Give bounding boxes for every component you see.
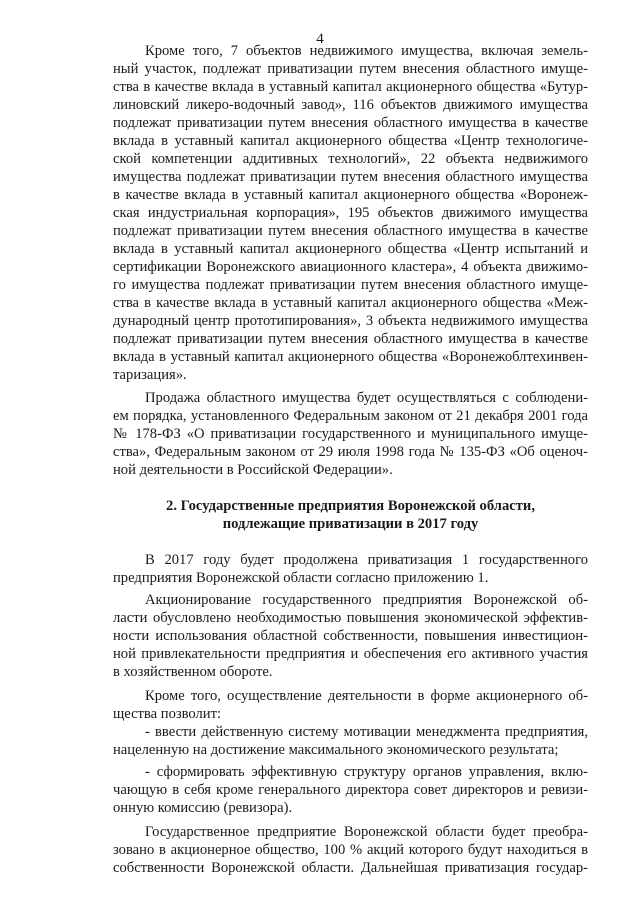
paragraph-4-line: ной привлекательности предприятия и обеспечения его активного участия [113,646,588,662]
paragraph-1-line: сертификации Воронежского авиационного кластера», 4 объекта движимо- [113,259,588,275]
paragraph-1-line: вклада в уставный капитал акционерного общества «Центр испытаний и [113,241,588,257]
paragraph-1-line: вклада в уставный капитал акционерного общества «Воронежоблтехинвен- [113,349,588,365]
paragraph-1-line: подлежат приватизации путем внесения областного имущества в качестве [113,223,588,239]
section-heading: подлежащие приватизации в 2017 году [222,516,479,532]
paragraph-2-line: Продажа областного имущества будет осуществляться с соблюдени- [145,390,588,406]
paragraph-2-line: № 178-ФЗ «О приватизации государственного и муниципального имуще- [113,426,588,442]
bullet-item-line: чающую в себя кроме генерального директора совет директоров и ревизи- [113,782,588,798]
paragraph-1-line: подлежат приватизации путем внесения областного имущества в качестве [113,331,588,347]
page-number: 4 [316,31,324,47]
paragraph-1-line: ской компетенции аддитивных технологий», 22 объекта недвижимого [113,151,588,167]
paragraph-4-line: в хозяйственном обороте. [113,664,273,680]
paragraph-4-line: ности использования областной собственности, повышения инвестицион- [113,628,588,644]
paragraph-1-line: ный участок, подлежат приватизации путем внесения областного имуще- [113,61,588,77]
paragraph-1-line: Кроме того, 7 объектов недвижимого имущества, включая земель- [145,43,588,59]
bullet-item-line: онную комиссию (ревизора). [113,800,293,816]
paragraph-1-line: линовский ликеро-водочный завод», 116 объектов движимого имущества [113,97,588,113]
paragraph-3-line: предприятия Воронежской области согласно приложению 1. [113,570,489,586]
paragraph-1-line: ская индустриальная корпорация», 195 объектов движимого имущества [113,205,588,221]
paragraph-1-line: имущества подлежат приватизации путем внесения областного имущества [113,169,588,185]
paragraph-5-line: Кроме того, осуществление деятельности в форме акционерного об- [145,688,588,704]
paragraph-1-line: го имущества подлежат приватизации путем внесения областного имуще- [113,277,588,293]
paragraph-4-line: Акционирование государственного предприятия Воронежской об- [145,592,588,608]
paragraph-1-line: в качестве вклада в уставный капитал акционерного общества «Воронеж- [113,187,588,203]
paragraph-6-line: Государственное предприятие Воронежской области будет преобра- [145,824,588,840]
section-heading: 2. Государственные предприятия Воронежской области, [166,498,535,514]
bullet-item-line: - сформировать эффективную структуру органов управления, вклю- [145,764,588,780]
paragraph-2-line: ства», Федеральным законом от 29 июля 1998 года № 135-ФЗ «Об оценоч- [113,444,588,460]
paragraph-2-line: ем порядка, установленного Федеральным законом от 21 декабря 2001 года [113,408,588,424]
paragraph-1-line: вклада в уставный капитал акционерного общества «Центр технологиче- [113,133,588,149]
paragraph-1-line: дународный центр прототипирования», 3 объекта недвижимого имущества [113,313,588,329]
paragraph-6-line: зовано в акционерное общество, 100 % акций которого будут находиться в [113,842,588,858]
paragraph-2-line: ной деятельности в Российской Федерации». [113,462,393,478]
paragraph-5-line: щества позволит: [113,706,222,722]
paragraph-1-line: подлежат приватизации путем внесения областного имущества в качестве [113,115,588,131]
paragraph-1-line: ства в качестве вклада в уставный капитал акционерного общества «Бутур- [113,79,588,95]
paragraph-6-line: собственности Воронежской области. Дальнейшая приватизация государ- [113,860,588,876]
paragraph-4-line: ласти обусловлено необходимостью повышения экономической эффектив- [113,610,588,626]
paragraph-3-line: В 2017 году будет продолжена приватизация 1 государственного [145,552,588,568]
bullet-item-line: нацеленную на достижение максимального экономического результата; [113,742,559,758]
paragraph-1-line: ства в качестве вклада в уставный капитал акционерного общества «Меж- [113,295,588,311]
paragraph-1-line: таризация». [113,367,187,383]
bullet-item-line: - ввести действенную систему мотивации менеджмента предприятия, [145,724,588,740]
